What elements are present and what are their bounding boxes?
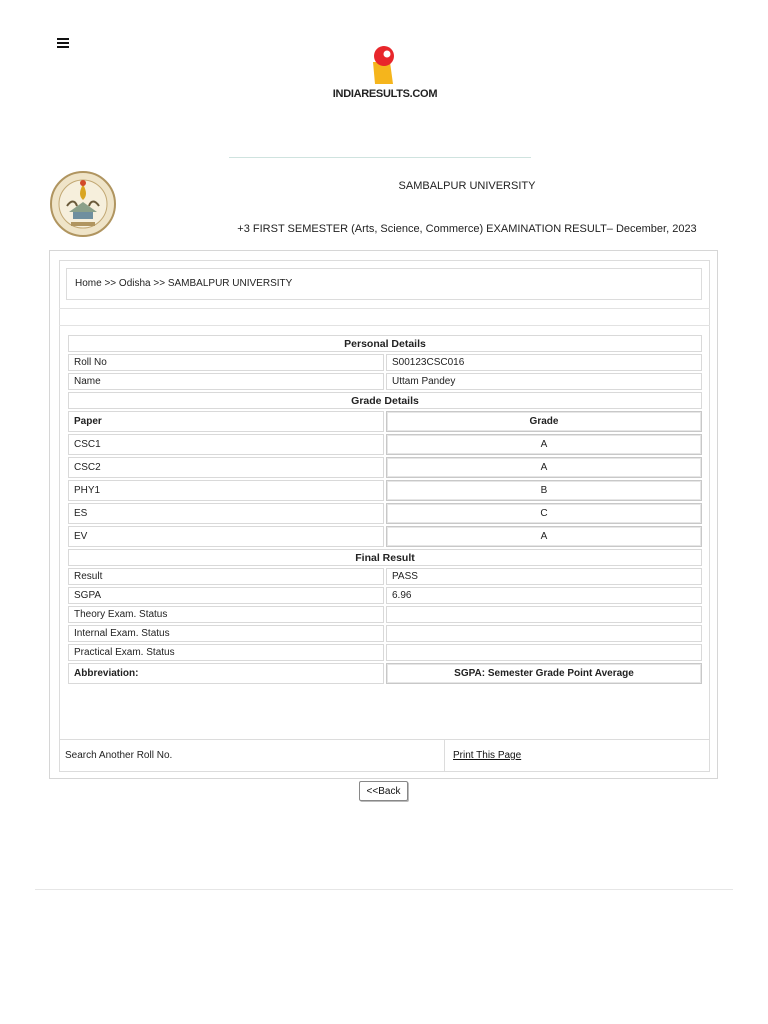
roll-no-label: Roll No (68, 354, 384, 371)
paper-grade: C (386, 503, 702, 524)
table-row (68, 354, 702, 371)
table-row (68, 411, 702, 432)
grade-column-header: Grade (386, 411, 702, 432)
sgpa-value: 6.96 (386, 587, 702, 604)
table-row (68, 606, 702, 623)
theory-status-label: Theory Exam. Status (68, 606, 384, 623)
table-row (68, 549, 702, 566)
indiaresults-logo[interactable] (330, 44, 440, 104)
paper-code: EV (68, 526, 384, 547)
university-seal-icon (49, 170, 117, 238)
practical-status-value (386, 644, 702, 661)
actions-divider (444, 740, 445, 772)
ad-slot (229, 112, 531, 158)
roll-no-value: S00123CSC016 (386, 354, 702, 371)
practical-status-label: Practical Exam. Status (68, 644, 384, 661)
table-row (68, 373, 702, 390)
table-row (68, 335, 702, 352)
name-value: Uttam Pandey (386, 373, 702, 390)
grade-row (68, 503, 702, 524)
paper-code: CSC2 (68, 457, 384, 478)
paper-code: ES (68, 503, 384, 524)
result-label: Result (68, 568, 384, 585)
divider-bar (59, 308, 710, 326)
paper-grade: B (386, 480, 702, 501)
internal-status-value (386, 625, 702, 642)
breadcrumb: Home >> Odisha >> SAMBALPUR UNIVERSITY (66, 268, 702, 300)
table-row (68, 663, 702, 684)
table-row (68, 568, 702, 585)
paper-grade: A (386, 526, 702, 547)
table-row (68, 587, 702, 604)
result-table (66, 333, 704, 686)
grade-row (68, 457, 702, 478)
table-row (68, 625, 702, 642)
result-value: PASS (386, 568, 702, 585)
name-label: Name (68, 373, 384, 390)
paper-code: PHY1 (68, 480, 384, 501)
paper-code: CSC1 (68, 434, 384, 455)
abbreviation-value: SGPA: Semester Grade Point Average (386, 663, 702, 684)
search-another-link[interactable]: Search Another Roll No. (65, 750, 173, 761)
sgpa-label: SGPA (68, 587, 384, 604)
university-name: SAMBALPUR UNIVERSITY (398, 180, 536, 192)
grade-details-heading: Grade Details (68, 392, 702, 409)
grade-row (68, 526, 702, 547)
table-row (68, 644, 702, 661)
actions-row (59, 739, 710, 772)
internal-status-label: Internal Exam. Status (68, 625, 384, 642)
print-page-link[interactable]: Print This Page (453, 750, 522, 761)
final-result-heading: Final Result (68, 549, 702, 566)
table-row (68, 392, 702, 409)
theory-status-value (386, 606, 702, 623)
personal-details-heading: Personal Details (68, 335, 702, 352)
grade-row (68, 434, 702, 455)
footer-divider (35, 889, 733, 890)
grade-row (68, 480, 702, 501)
logo-text: INDIARESULTS.COM (332, 88, 438, 100)
abbreviation-label: Abbreviation: (68, 663, 384, 684)
paper-grade: A (386, 457, 702, 478)
paper-grade: A (386, 434, 702, 455)
logo-mark-icon (330, 44, 440, 88)
exam-title: +3 FIRST SEMESTER (Arts, Science, Commerce) EXAMINATION RESULT– December, 2023 (237, 223, 697, 235)
back-button[interactable]: <<Back (359, 781, 408, 801)
hamburger-menu-icon[interactable] (57, 38, 69, 48)
paper-column-header: Paper (68, 411, 384, 432)
